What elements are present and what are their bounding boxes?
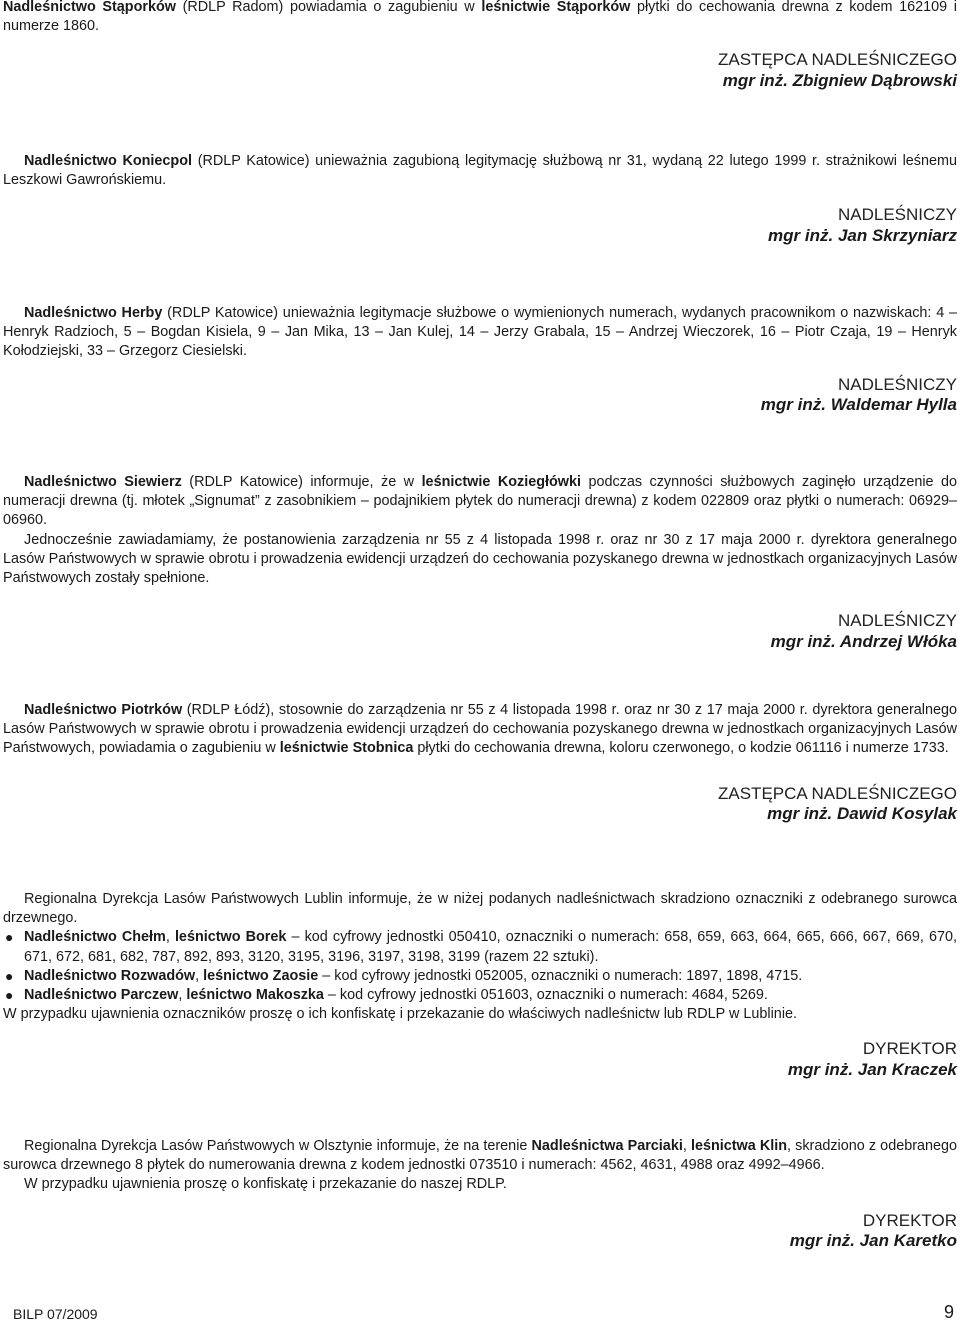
signature [3,784,957,825]
bullet-icon: ● [5,967,14,984]
notice-text: Nadleśnictwo Koniecpol (RDLP Katowice) unieważnia zagubioną legitymację służbową nr 31, wydaną 22 lutego 1999 r. strażnikowi leśnemu Leszkowi Gawrońskiemu. [3,153,957,189]
signature-name: mgr inż. Andrzej Włóka [770,631,957,651]
signature-name: mgr inż. Waldemar Hylla [760,395,957,415]
notice-text: Nadleśnictwo Piotrków (RDLP Łódź), stosownie do zarządzenia nr 55 z 4 listopada 1998 r. oraz nr 30 z 17 maja 2000 r. dyrektora generalnego Lasów Państwowych w sprawie obrotu i prowadzenia ewidencji urządzeń do cechowania pozyskanego drewna w jednostkach organizacyjnych Lasów Państwowych, powiadamia o zagubieniu w leśnictwie Stobnica płytki do cechowania drewna, koloru czerwonego, o kodzie 061116 i numerze 1733. [3,702,957,757]
notice-text: Regionalna Dyrekcja Lasów Państwowych w Olsztynie informuje, że na terenie Nadleśnictwa Parciaki, leśnictwa Klin, skradziono z odebranego surowca drzewnego 8 płytek do numerowania drewna z kodem jednostki 073510 i numerach: 4562, 4631, 4988 oraz 4992–4966. [3,1138,958,1174]
signature [3,50,957,91]
notice-herby [3,304,957,416]
signature [3,1211,957,1252]
notice-text: Nadleśnictwo Siewierz (RDLP Katowice) informuje, że w leśnictwie Koziegłówki podczas czynności służbowych zaginęło urządzenie do numeracji drewna (tj. młotek „Signumat” z zasobnikiem – podajnikiem płytek do numeracji drewna) z kodem 022809 oraz płytki o numerach: 06929–06960. [3,474,958,529]
signature-title: NADLEŚNICZY [837,205,957,225]
signature-title: ZASTĘPCA NADLEŚNICZEGO [718,50,957,70]
bullet-icon: ● [5,929,14,946]
list-item: ● Nadleśnictwo Parczew, leśnictwo Makoszka – kod cyfrowy jednostki 051603, oznaczniki o numerach: 4684, 5269. [3,986,957,1005]
signature-title: NADLEŚNICZY [837,374,957,394]
bullet-list [3,928,957,1005]
list-item: ● Nadleśnictwo Chełm, leśnictwo Borek – kod cyfrowy jednostki 050410, oznaczniki o numerach: 658, 659, 663, 664, 665, 666, 667, 669, 670, 671, 672, 681, 682, 787, 892, 893, 3120, 3195, 3196, 3197, 3198, 3199 (razem 22 sztuki). [5,929,957,965]
signature-name: mgr inż. Dawid Kosylak [767,804,957,824]
signature-title: NADLEŚNICZY [837,611,957,631]
signature-title: ZASTĘPCA NADLEŚNICZEGO [718,783,957,803]
footer-issue: BILP 07/2009 [13,1306,98,1322]
signature-title: DYREKTOR [862,1210,957,1230]
signature-name: mgr inż. Zbigniew Dąbrowski [722,70,957,90]
notice-text: Nadleśnictwo Stąporków (RDLP Radom) powiadamia o zagubieniu w leśnictwie Stąporków płytki do cechowania drewna z kodem 162109 i numerze 1860. [3,0,957,35]
notice-text-2: Jednocześnie zawiadamiamy, że postanowienia zarządzenia nr 55 z 4 listopada 1998 r. oraz nr 30 z 17 maja 2000 r. dyrektora generalnego Lasów Państwowych w sprawie obrotu i prowadzenia ewidencji urządzeń do cechowania pozyskanego drewna w jednostkach organizacyjnych Lasów Państwowych zostały spełnione. [3,531,957,587]
page-number: 9 [943,1302,954,1322]
signature-name: mgr inż. Jan Kraczek [787,1059,957,1079]
notice-staporkow [3,0,957,91]
signature-name: mgr inż. Jan Karetko [789,1231,957,1251]
signature-title: DYREKTOR [862,1039,957,1059]
notice-rdlp-lublin [3,890,957,1080]
signature [3,205,957,246]
signature [3,611,957,652]
signature-name: mgr inż. Jan Skrzyniarz [768,225,957,245]
notice-rdlp-olsztyn [3,1137,957,1252]
list-item: ● Nadleśnictwo Rozwadów, leśnictwo Zaosie – kod cyfrowy jednostki 052005, oznaczniki o numerach: 1897, 1898, 4715. [3,967,957,986]
notice-siewierz [3,473,957,652]
notice-intro: Regionalna Dyrekcja Lasów Państwowych Lublin informuje, że w niżej podanych nadleśnictwach skradziono oznaczniki z odebranego surowca drzewnego. [3,891,957,927]
notice-text-2: W przypadku ujawnienia proszę o konfiskatę i przekazanie do naszej RDLP. [24,1176,507,1193]
signature [3,1039,957,1080]
signature [3,375,957,416]
notice-outro: W przypadku ujawnienia oznaczników proszę o ich konfiskatę i przekazanie do właściwych nadleśnictw lub RDLP w Lublinie. [3,1006,798,1023]
bullet-icon: ● [5,987,14,1004]
notice-koniecpol [3,152,957,246]
notice-piotrkow [3,701,957,825]
notice-text: Nadleśnictwo Herby (RDLP Katowice) unieważnia legitymacje służbowe o wymienionych numerach, wydanych pracownikom o nazwiskach: 4 – Henryk Radzioch, 5 – Bogdan Kisiela, 9 – Jan Mika, 13 – Jan Kulej, 14 – Jerzy Grabala, 15 – Andrzej Wieczorek, 16 – Piotr Czaja, 19 – Henryk Kołodziejski, 33 – Grzegorz Ciesielski. [3,305,957,360]
